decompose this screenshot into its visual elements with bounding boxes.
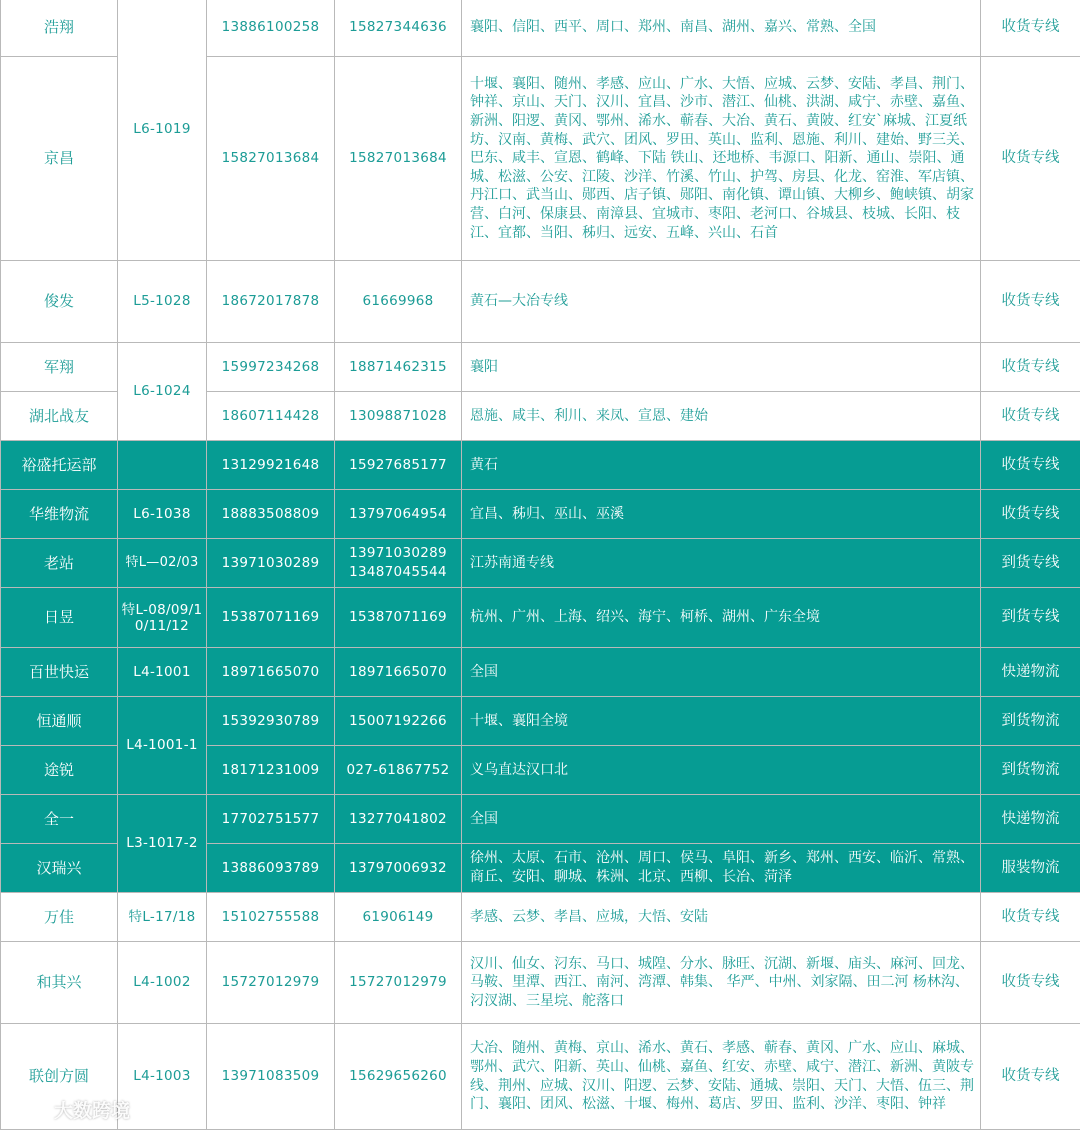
company-name: 裕盛托运部: [1, 441, 118, 490]
mobile-number: 13129921648: [207, 441, 335, 490]
stall-number: 特L-17/18: [118, 893, 207, 942]
mobile-number: 15102755588: [207, 893, 335, 942]
destinations: 江苏南通专线: [462, 539, 981, 588]
stall-number: L6-1019: [118, 0, 207, 261]
company-name: 万佳: [1, 893, 118, 942]
mobile-number: 18672017878: [207, 261, 335, 343]
phone-number: 13098871028: [335, 392, 462, 441]
service-type: 快递物流: [981, 648, 1080, 697]
destinations: 十堰、襄阳全境: [462, 697, 981, 746]
service-type: 收货专线: [981, 0, 1080, 57]
table-row: [1, 343, 1080, 392]
company-name: 老站: [1, 539, 118, 588]
mobile-number: 15827013684: [207, 57, 335, 261]
stall-number: 特L—02/03: [118, 539, 207, 588]
mobile-number: 15387071169: [207, 588, 335, 648]
destinations: 襄阳: [462, 343, 981, 392]
mobile-number: 13886100258: [207, 0, 335, 57]
service-type: 服装物流: [981, 844, 1080, 893]
destinations: 大冶、随州、黄梅、京山、浠水、黄石、孝感、蕲春、黄冈、广水、应山、麻城、鄂州、武穴、阳新、英山、仙桃、嘉鱼、红安、赤壁、咸宁、潜江、新洲、黄陂专线、荆州、应城、汉川、阳逻、云梦、安陆、通城、崇阳、天门、大悟、伍三、荆门、襄阳、团风、松滋、十堰、梅州、葛店、罗田、监利、沙洋、枣阳、钟祥: [462, 1024, 981, 1130]
phone-number: 15927685177: [335, 441, 462, 490]
phone-number: 18871462315: [335, 343, 462, 392]
company-name: 百世快运: [1, 648, 118, 697]
service-type: 收货专线: [981, 441, 1080, 490]
service-type: 到货物流: [981, 697, 1080, 746]
service-type: 收货专线: [981, 1024, 1080, 1130]
mobile-number: 17702751577: [207, 795, 335, 844]
company-name: 华维物流: [1, 490, 118, 539]
mobile-number: 13971030289: [207, 539, 335, 588]
phone-number: 15007192266: [335, 697, 462, 746]
destinations: 宜昌、秭归、巫山、巫溪: [462, 490, 981, 539]
destinations: 全国: [462, 648, 981, 697]
table-row: [1, 261, 1080, 343]
mobile-number: 13971083509: [207, 1024, 335, 1130]
destinations: 襄阳、信阳、西平、周口、郑州、南昌、湖州、嘉兴、常熟、全国: [462, 0, 981, 57]
stall-number: L4-1001: [118, 648, 207, 697]
phone-number: 15387071169: [335, 588, 462, 648]
table-row: [1, 942, 1080, 1024]
destinations: 杭州、广州、上海、绍兴、海宁、柯桥、湖州、广东全境: [462, 588, 981, 648]
stall-number: L6-1024: [118, 343, 207, 441]
service-type: 快递物流: [981, 795, 1080, 844]
destinations: 全国: [462, 795, 981, 844]
phone-number: 027-61867752: [335, 746, 462, 795]
phone-number: 15827344636: [335, 0, 462, 57]
table-row: [1, 490, 1080, 539]
mobile-number: 18607114428: [207, 392, 335, 441]
company-name: 浩翔: [1, 0, 118, 57]
company-name: 恒通顺: [1, 697, 118, 746]
service-type: 收货专线: [981, 261, 1080, 343]
stall-number: L5-1028: [118, 261, 207, 343]
mobile-number: 18971665070: [207, 648, 335, 697]
destinations: 义乌直达汉口北: [462, 746, 981, 795]
table-row: [1, 588, 1080, 648]
company-name: 军翔: [1, 343, 118, 392]
phone-number: 15827013684: [335, 57, 462, 261]
destinations: 孝感、云梦、孝昌、应城，大悟、安陆: [462, 893, 981, 942]
mobile-number: 15997234268: [207, 343, 335, 392]
service-type: 收货专线: [981, 490, 1080, 539]
phone-number-line: 13971030289: [349, 545, 447, 562]
phone-number: 15727012979: [335, 942, 462, 1024]
stall-number: L4-1002: [118, 942, 207, 1024]
company-name: 汉瑞兴: [1, 844, 118, 893]
service-type: 收货专线: [981, 57, 1080, 261]
stall-number: L4-1001-1: [118, 697, 207, 795]
phone-number: 13277041802: [335, 795, 462, 844]
mobile-number: 18171231009: [207, 746, 335, 795]
phone-number: 13797006932: [335, 844, 462, 893]
destinations: 黄石—大冶专线: [462, 261, 981, 343]
watermark: [6, 1096, 130, 1123]
company-name: 和其兴: [1, 942, 118, 1024]
phone-number: 61906149: [335, 893, 462, 942]
mobile-number: 13886093789: [207, 844, 335, 893]
company-name: 京昌: [1, 57, 118, 261]
service-type: 收货专线: [981, 893, 1080, 942]
watermark-text: 大数跨境: [54, 1100, 131, 1122]
stall-number: 特L-08/09/10/11/12: [118, 588, 207, 648]
table-row: [1, 0, 1080, 57]
destinations: 黄石: [462, 441, 981, 490]
destinations: 恩施、咸丰、利川、来凤、宣恩、建始: [462, 392, 981, 441]
service-type: 收货专线: [981, 392, 1080, 441]
stall-number: L4-1003: [118, 1024, 207, 1130]
phone-number: 15629656260: [335, 1024, 462, 1130]
mobile-number: 15727012979: [207, 942, 335, 1024]
company-name: 日昱: [1, 588, 118, 648]
table-row: [1, 441, 1080, 490]
table-row: [1, 795, 1080, 844]
service-type: 到货专线: [981, 539, 1080, 588]
phone-number: 18971665070: [335, 648, 462, 697]
company-name: 途锐: [1, 746, 118, 795]
phone-number-line: 13487045544: [349, 564, 447, 580]
destinations: 徐州、太原、石市、沧州、周口、侯马、阜阳、新乡、郑州、西安、临沂、常熟、商丘、安阳、聊城、株洲、北京、西柳、长冶、菏泽: [462, 844, 981, 893]
company-name: 俊发: [1, 261, 118, 343]
weibo-eye-logo-icon: [6, 1097, 50, 1123]
table-row: [1, 893, 1080, 942]
mobile-number: 15392930789: [207, 697, 335, 746]
table-row: [1, 648, 1080, 697]
table-row: [1, 1024, 1080, 1130]
stall-number: L3-1017-2: [118, 795, 207, 893]
phone-number: 61669968: [335, 261, 462, 343]
company-name: 全一: [1, 795, 118, 844]
service-type: 收货专线: [981, 343, 1080, 392]
stall-number: L6-1038: [118, 490, 207, 539]
service-type: 收货专线: [981, 942, 1080, 1024]
table-row: [1, 697, 1080, 746]
company-name: 湖北战友: [1, 392, 118, 441]
stall-number: [118, 441, 207, 490]
destinations: 汉川、仙女、汈东、马口、城隍、分水、脉旺、沉湖、新堰、庙头、麻河、回龙、马鞍、里潭、西江、南河、湾潭、韩集、 华严、中州、刘家隔、田二河 杨林沟、汈汊湖、三星垸、舵落口: [462, 942, 981, 1024]
service-type: 到货专线: [981, 588, 1080, 648]
phone-number: [335, 539, 462, 588]
destinations: 十堰、襄阳、随州、孝感、应山、广水、大悟、应城、云梦、安陆、孝昌、荆门、钟祥、京山、天门、汉川、宜昌、沙市、潜江、仙桃、洪湖、咸宁、赤壁、嘉鱼、新洲、阳逻、黄冈、鄂州、浠水、蕲春、大冶、黄石、黄陂、红安`麻城、江夏纸坊、汉南、黄梅、武穴、团风、罗田、英山、监利、恩施、利川、建始、野三关、巴东、咸丰、宣恩、鹤峰、下陆 铁山、还地桥、韦源口、阳新、通山、崇阳、通城、松滋、公安、江陵、沙洋、竹溪、竹山、护驾、房县、化龙、窑淮、军店镇、丹江口、武当山、郧西、店子镇、郧阳、南化镇、谭山镇、大柳乡、鲍峡镇、胡家营、白河、保康县、南漳县、宜城市、枣阳、老河口、谷城县、枝城、长阳、枝江、宜都、当阳、秭归、远安、五峰、兴山、石首: [462, 57, 981, 261]
mobile-number: 18883508809: [207, 490, 335, 539]
company-name: 联创方圆: [1, 1024, 118, 1130]
phone-number: 13797064954: [335, 490, 462, 539]
table-row: [1, 539, 1080, 588]
service-type: 到货物流: [981, 746, 1080, 795]
